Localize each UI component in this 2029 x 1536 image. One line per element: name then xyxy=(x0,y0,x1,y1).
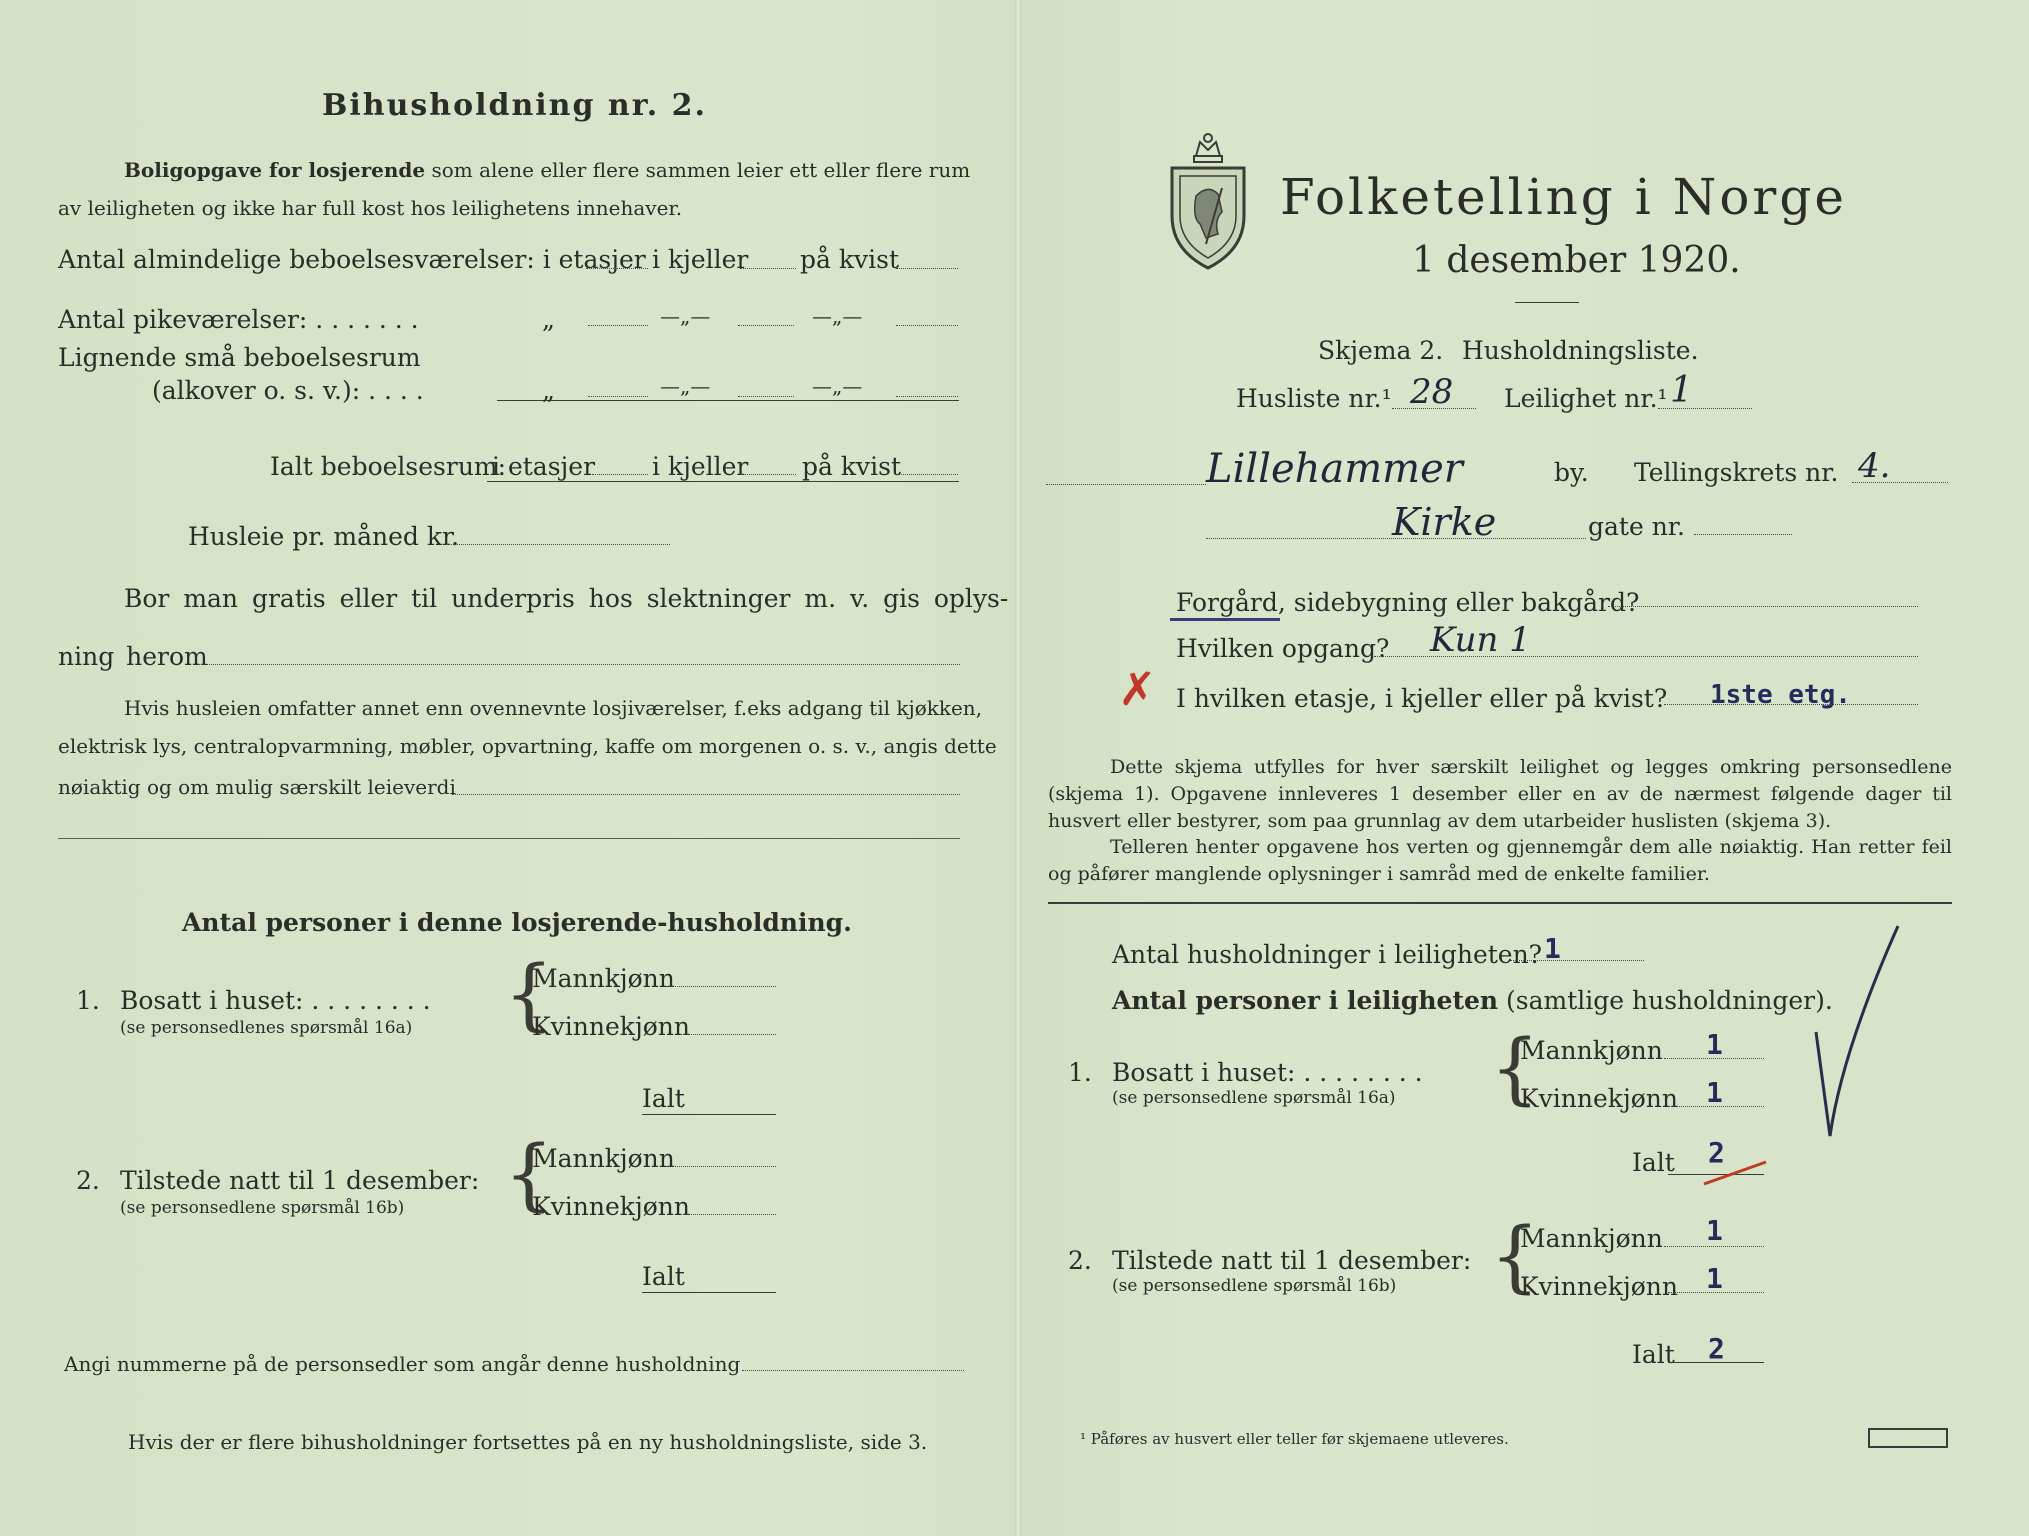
left-q2-kvinne-field[interactable] xyxy=(680,1214,776,1215)
left-q1-num: 1. xyxy=(76,986,100,1015)
rooms-label: Antal almindelige beboelsesværelser: i etasjer xyxy=(58,245,646,274)
left-q2-num: 2. xyxy=(76,1166,100,1195)
right-q1-mann-value[interactable]: 1 xyxy=(1706,1028,1723,1061)
skjema-name: Husholdningsliste. xyxy=(1462,336,1699,365)
lignende-label-1: Lignende små beboelsesrum xyxy=(58,343,421,372)
right-q1-mann-field xyxy=(1664,1058,1764,1059)
gratis-line-1: Bor man gratis eller til underpris hos slektninger m. v. gis oplys- xyxy=(124,584,1009,613)
ialt-kjeller-label: i kjeller xyxy=(652,452,749,481)
left-q2-mann-field[interactable] xyxy=(666,1166,776,1167)
printer-stamp xyxy=(1868,1428,1948,1448)
left-intro-line2: av leiligheten og ikke har full kost hos leilighetens innehaver. xyxy=(58,196,683,220)
right-date: 1 desember 1920. xyxy=(1412,240,1741,281)
ialt-etasjer-label: i etasjer xyxy=(492,452,596,481)
title-rule xyxy=(1515,302,1579,303)
right-q1-kvinne-value[interactable]: 1 xyxy=(1706,1076,1723,1109)
gate-label: gate nr. xyxy=(1588,512,1685,541)
forgaard-field[interactable] xyxy=(1608,606,1918,607)
lignende-etasjer-field[interactable] xyxy=(588,396,648,397)
ialt-kjeller-field[interactable] xyxy=(740,474,796,475)
ialt-kvist-field[interactable] xyxy=(896,474,958,475)
husliste-field xyxy=(1392,408,1476,409)
right-title: Folketelling i Norge xyxy=(1280,168,1847,226)
pike-ditto: „ xyxy=(542,305,555,334)
lignende-underline xyxy=(497,400,959,401)
red-x-mark: ✗ xyxy=(1118,662,1157,716)
etasje-label: I hvilken etasje, i kjeller eller på kvist? xyxy=(1176,684,1668,713)
right-persons-heading xyxy=(1112,986,1833,1015)
ialt-underline xyxy=(487,481,959,482)
opgang-label: Hvilken opgang? xyxy=(1176,634,1390,663)
right-q2-ialt-field xyxy=(1668,1362,1764,1363)
right-q1-num: 1. xyxy=(1068,1058,1092,1087)
left-q1-kvinne-field[interactable] xyxy=(680,1034,776,1035)
right-q2-mann-label: Mannkjønn xyxy=(1520,1224,1663,1253)
right-q2-num: 2. xyxy=(1068,1246,1092,1275)
street-value[interactable]: Kirke xyxy=(1392,500,1497,544)
right-q2-label: Tilstede natt til 1 desember: xyxy=(1112,1246,1472,1275)
rooms-kvist-field[interactable] xyxy=(896,268,958,269)
right-persons-rest: (samtlige husholdninger). xyxy=(1506,986,1833,1015)
check-mark-icon xyxy=(1806,922,1910,1142)
pike-kjeller-field[interactable] xyxy=(738,325,794,326)
rooms-kjeller-label: i kjeller xyxy=(652,245,749,274)
right-q1-label: Bosatt i huset: . . . . . . . . xyxy=(1112,1058,1423,1087)
city-prefix-field xyxy=(1046,484,1206,485)
husliste-value[interactable]: 28 xyxy=(1410,372,1454,412)
intro-rest: som alene eller flere sammen leier ett eller flere rum xyxy=(431,158,971,182)
husholdninger-field xyxy=(1510,960,1644,961)
right-q2-ialt-value[interactable]: 2 xyxy=(1708,1332,1725,1365)
pike-kvist-field[interactable] xyxy=(896,325,958,326)
left-title: Bihusholdning nr. 2. xyxy=(322,88,707,123)
opgang-value[interactable]: Kun 1 xyxy=(1430,620,1531,660)
hvis-line-2: elektrisk lys, centralopvarmning, møbler, opvartning, kaffe om morgenen o. s. v., angis dette xyxy=(58,734,997,758)
krets-value[interactable]: 4. xyxy=(1858,446,1891,486)
left-separator xyxy=(58,838,960,839)
pike-label: Antal pikeværelser: . . . . . . . xyxy=(58,305,419,334)
right-q2-kvinne-field xyxy=(1668,1292,1764,1293)
left-q2-label: Tilstede natt til 1 desember: xyxy=(120,1166,480,1195)
right-q1-ialt-label: Ialt xyxy=(1632,1148,1675,1177)
lignende-ditto: „ xyxy=(542,376,555,405)
rooms-etasjer-field[interactable] xyxy=(586,268,648,269)
right-q1-brace: { xyxy=(1490,1024,1540,1114)
by-label: by. xyxy=(1554,458,1589,487)
right-q2-brace: { xyxy=(1490,1212,1540,1302)
left-q2-brace: { xyxy=(504,1130,554,1220)
lignende-kjeller-field[interactable] xyxy=(738,396,794,397)
etasje-field xyxy=(1664,704,1918,705)
page-fold xyxy=(1015,0,1021,1536)
right-q2-sub: (se personsedlene spørsmål 16b) xyxy=(1112,1276,1397,1296)
opgang-field xyxy=(1374,656,1918,657)
left-q2-kvinne-label: Kvinnekjønn xyxy=(532,1192,690,1221)
gratis-field[interactable] xyxy=(198,664,960,665)
right-q1-mann-label: Mannkjønn xyxy=(1520,1036,1663,1065)
left-persons-heading: Antal personer i denne losjerende-husholdning. xyxy=(182,908,852,937)
footnote: ¹ Påføres av husvert eller teller før skjemaene utleveres. xyxy=(1080,1430,1509,1448)
pike-etasjer-field[interactable] xyxy=(588,325,648,326)
lignende-label-2: (alkover o. s. v.): . . . . xyxy=(152,376,424,405)
lignende-ditto-2: —„— xyxy=(660,374,711,398)
etasje-value[interactable]: 1ste etg. xyxy=(1710,680,1851,710)
right-q2-kvinne-value[interactable]: 1 xyxy=(1706,1262,1723,1295)
left-q1-brace: { xyxy=(504,950,554,1040)
gratis-line-2: ning herom xyxy=(58,642,208,671)
husholdninger-value[interactable]: 1 xyxy=(1544,932,1561,965)
right-q2-ialt-label: Ialt xyxy=(1632,1340,1675,1369)
gate-nr-field[interactable] xyxy=(1694,534,1792,535)
pike-ditto-2: —„— xyxy=(660,304,711,328)
coat-of-arms-icon xyxy=(1166,126,1250,274)
left-q2-sub: (se personsedlene spørsmål 16b) xyxy=(120,1198,405,1218)
forgaard-label: Forgård, sidebygning eller bakgård? xyxy=(1176,588,1640,617)
right-q1-kvinne-field xyxy=(1668,1106,1764,1107)
husliste-label: Husliste nr.¹ xyxy=(1236,384,1392,413)
husleie-field[interactable] xyxy=(446,544,670,545)
left-footer: Hvis der er flere bihusholdninger fortsettes på en ny husholdningsliste, side 3. xyxy=(128,1430,928,1454)
left-q2-ialt-field[interactable] xyxy=(642,1292,776,1293)
lignende-kvist-field[interactable] xyxy=(896,396,958,397)
right-q1-ialt-value[interactable]: 2 xyxy=(1708,1136,1725,1169)
left-q1-label: Bosatt i huset: . . . . . . . . xyxy=(120,986,431,1015)
info-paragraph-1: Dette skjema utfylles for hver særskilt leilighet og legges omkring personsedlene (skjema 1). Opgavene innleveres 1 desember eller en av de nærmest følgende dager til husvert eller bestyrer, som paa grunnlag av dem utarbeider huslisten (skjema 3). xyxy=(1048,756,1952,832)
left-q2-mann-label: Mannkjønn xyxy=(532,1144,675,1173)
lignende-ditto-3: —„— xyxy=(812,374,863,398)
right-q2-mann-field xyxy=(1664,1246,1764,1247)
intro-bold: Boligopgave for losjerende xyxy=(124,158,426,182)
city-value[interactable]: Lillehammer xyxy=(1206,446,1463,492)
info-paragraph-2: Telleren henter opgavene hos verten og gjennemgår dem alle nøiaktig. Han retter feil og påfører manglende oplysninger i samråd med de enkelte familier. xyxy=(1048,836,1952,885)
ialt-kvist-label: på kvist xyxy=(802,452,901,481)
right-separator xyxy=(1048,902,1952,904)
right-persons-bold: Antal personer i leiligheten xyxy=(1112,986,1499,1015)
left-q1-mann-label: Mannkjønn xyxy=(532,964,675,993)
hvis-line-3: nøiaktig og om mulig særskilt leieverdi xyxy=(58,775,456,799)
leilighet-value[interactable]: 1 xyxy=(1670,370,1693,411)
left-intro xyxy=(124,158,970,182)
right-q1-sub: (se personsedlene spørsmål 16a) xyxy=(1112,1088,1396,1108)
left-q1-ialt-field[interactable] xyxy=(642,1114,776,1115)
krets-field xyxy=(1852,482,1948,483)
ialt-rooms-label: Ialt beboelsesrum: xyxy=(270,452,507,481)
right-q2-kvinne-label: Kvinnekjønn xyxy=(1520,1272,1678,1301)
skjema-label: Skjema 2. xyxy=(1318,336,1444,365)
rooms-kjeller-field[interactable] xyxy=(740,268,796,269)
right-q2-mann-value[interactable]: 1 xyxy=(1706,1214,1723,1247)
right-q1-kvinne-label: Kvinnekjønn xyxy=(1520,1084,1678,1113)
left-q1-sub: (se personsedlenes spørsmål 16a) xyxy=(120,1018,413,1038)
angi-label: Angi nummerne på de personsedler som angår denne husholdning xyxy=(64,1352,741,1376)
left-q1-mann-field[interactable] xyxy=(666,986,776,987)
left-q1-kvinne-label: Kvinnekjønn xyxy=(532,1012,690,1041)
angi-field[interactable] xyxy=(742,1370,964,1371)
leilighet-field xyxy=(1658,408,1752,409)
leilighet-label: Leilighet nr.¹ xyxy=(1504,384,1668,413)
krets-label: Tellingskrets nr. xyxy=(1634,458,1839,487)
rooms-kvist-label: på kvist xyxy=(800,245,899,274)
left-q1-ialt-label: Ialt xyxy=(642,1084,685,1113)
pike-ditto-3: —„— xyxy=(812,304,863,328)
strike-mark-icon xyxy=(1700,1158,1770,1188)
hvis-line-1: Hvis husleien omfatter annet enn ovennevnte losjiværelser, f.eks adgang til kjøkken, xyxy=(124,696,983,720)
forgaard-underline-mark xyxy=(1170,618,1280,621)
leieverdi-field[interactable] xyxy=(452,794,960,795)
left-q2-ialt-label: Ialt xyxy=(642,1262,685,1291)
husleie-label: Husleie pr. måned kr. xyxy=(188,522,460,551)
ialt-etasjer-field[interactable] xyxy=(592,474,648,475)
husholdninger-label: Antal husholdninger i leiligheten? xyxy=(1112,940,1543,969)
